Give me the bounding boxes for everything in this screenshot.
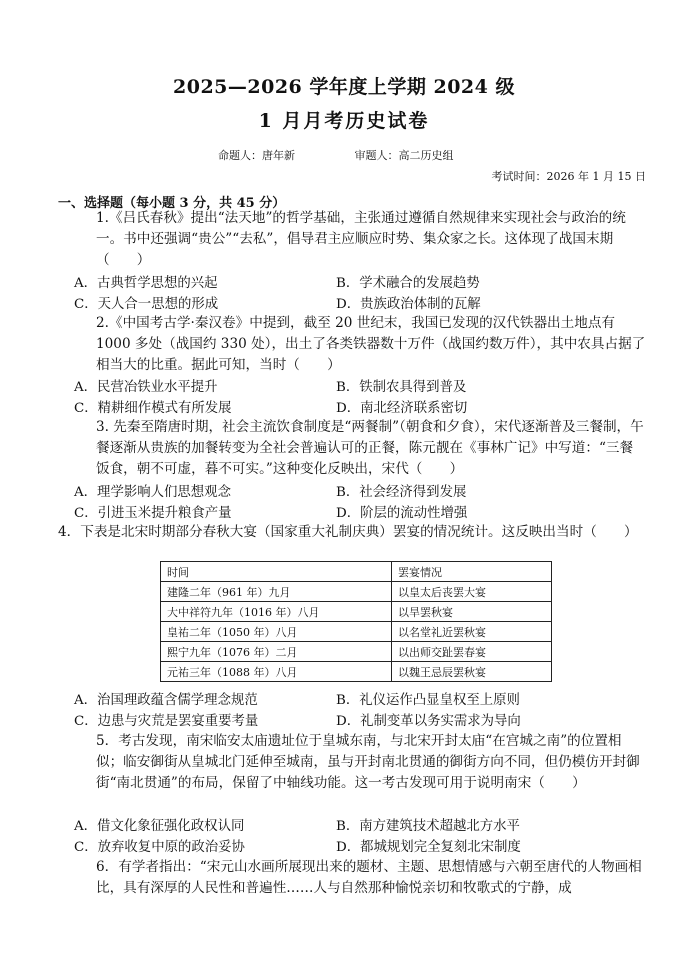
question-1-option-a[interactable]: A．古典哲学思想的兴起 (74, 276, 218, 291)
question-1-option-c[interactable]: C．天人合一思想的形成 (74, 297, 219, 312)
table-row (161, 622, 552, 642)
table-cell-time: 熙宁九年（1076 年）二月 (161, 642, 392, 662)
table-row (161, 602, 552, 622)
table-header-time: 时间 (161, 562, 392, 582)
table-header-row (161, 562, 552, 582)
question-5-option-c[interactable]: C．放弃收复中原的政治妥协 (74, 840, 245, 855)
table-cell-status: 以名堂礼近罢秋宴 (392, 622, 552, 642)
table-row (161, 662, 552, 682)
question-3-option-c[interactable]: C．引进玉米提升粮食产量 (74, 506, 232, 521)
exam-time: 考试时间：2026 年 1 月 15 日 (491, 170, 646, 183)
table-row (161, 582, 552, 602)
table-cell-status: 以皇太后丧罢大宴 (392, 582, 552, 602)
table-header-status: 罢宴情况 (392, 562, 552, 582)
question-1-option-b[interactable]: B．学术融合的发展趋势 (336, 276, 480, 291)
question-3-option-d[interactable]: D．阶层的流动性增强 (336, 506, 468, 521)
question-5-option-b[interactable]: B．南方建筑技术超越北方水平 (336, 819, 520, 834)
table-cell-time: 大中祥符九年（1016 年）八月 (161, 602, 392, 622)
question-1-stem: 1.《吕氏春秋》提出“法天地”的哲学基础，主张通过遵循自然规律来实现社会与政治的统一。书中还强调“贵公”“去私”，倡导君主应顺应时势、集众家之长。这体现了战国末期（ ） (96, 210, 626, 268)
question-4-option-b[interactable]: B．礼仪运作凸显皇权至上原则 (336, 693, 520, 708)
question-5-stem: 5．考古发现，南宋临安太庙遗址位于皇城东南，与北宋开封太庙“在宫城之南”的位置相似；临安御街从皇城北门延伸至城南，虽与开封南北贯通的御街方向不同，但仍模仿开封御街“南北贯通”的布局，保留了中轴线功能。这一考古发现可用于说明南宋（ ） (96, 733, 640, 791)
table-cell-time: 皇祐二年（1050 年）八月 (161, 622, 392, 642)
question-5-option-a[interactable]: A．借文化象征强化政权认同 (74, 819, 245, 834)
question-3-stem: 3. 先秦至隋唐时期，社会主流饮食制度是“两餐制”（朝食和夕食），宋代逐渐普及三餐制，午餐逐渐从贵族的加餐转变为全社会普遍认可的正餐，陈元靓在《事林广记》中写道：“三餐饭食，朝不可虚，暮不可实。”这种变化反映出，宋代（ ） (96, 419, 644, 477)
question-4-option-a[interactable]: A．治国理政蕴含儒学理念规范 (74, 693, 258, 708)
question-6-stem: 6．有学者指出：“宋元山水画所展现出来的题材、主题、思想情感与六朝至唐代的人物画相比，具有深厚的人民性和普遍性……人与自然那种愉悦亲切和牧歌式的宁静，成 (96, 859, 642, 896)
exam-title-line1: 2025—2026 学年度上学期 2024 级 (173, 76, 515, 98)
table-cell-status: 以出师交趾罢春宴 (392, 642, 552, 662)
exam-makers (218, 147, 510, 163)
table-cell-status: 以旱罢秋宴 (392, 602, 552, 622)
question-2-option-b[interactable]: B．铁制农具得到普及 (336, 380, 467, 395)
question-3-option-b[interactable]: B．社会经济得到发展 (336, 485, 467, 500)
question-1-option-d[interactable]: D．贵族政治体制的瓦解 (336, 297, 481, 312)
question-4-option-d[interactable]: D．礼制变革以务实需求为导向 (336, 714, 521, 729)
section-heading: 一、选择题（每小题 3 分，共 45 分） (58, 196, 286, 211)
exam-title-line2: 1 月月考历史试卷 (258, 110, 430, 132)
question-3-option-a[interactable]: A．理学影响人们思想观念 (74, 485, 231, 500)
question-4-option-c[interactable]: C．边患与灾荒是罢宴重要考量 (74, 714, 259, 729)
question-2-option-d[interactable]: D．南北经济联系密切 (336, 401, 468, 416)
question-2-stem: 2.《中国考古学·秦汉卷》中提到，截至 20 世纪末，我国已发现的汉代铁器出土地点有 1000 多处（战国约 330 处），出土了各类铁器数十万件（战国约数万件），其中农具占据了相当大的比重。据此可知，当时（ ） (96, 315, 646, 373)
question-2-option-a[interactable]: A．民营冶铁业水平提升 (74, 380, 218, 395)
question-4-stem: 4．下表是北宋时期部分春秋大宴（国家重大礼制庆典）罢宴的情况统计。这反映出当时（ ） (58, 524, 638, 540)
table-row (161, 642, 552, 662)
question-2-option-c[interactable]: C．精耕细作模式有所发展 (74, 401, 232, 416)
setter-text: 命题人：唐年新 (218, 149, 295, 162)
reviewer-text: 审题人：高二历史组 (354, 149, 454, 162)
table-cell-time: 元祐三年（1088 年）八月 (161, 662, 392, 682)
table-cell-status: 以魏王忌辰罢秋宴 (392, 662, 552, 682)
banquet-table (160, 561, 552, 682)
table-cell-time: 建隆二年（961 年）九月 (161, 582, 392, 602)
question-5-option-d[interactable]: D．都城规划完全复刻北宋制度 (336, 840, 521, 855)
